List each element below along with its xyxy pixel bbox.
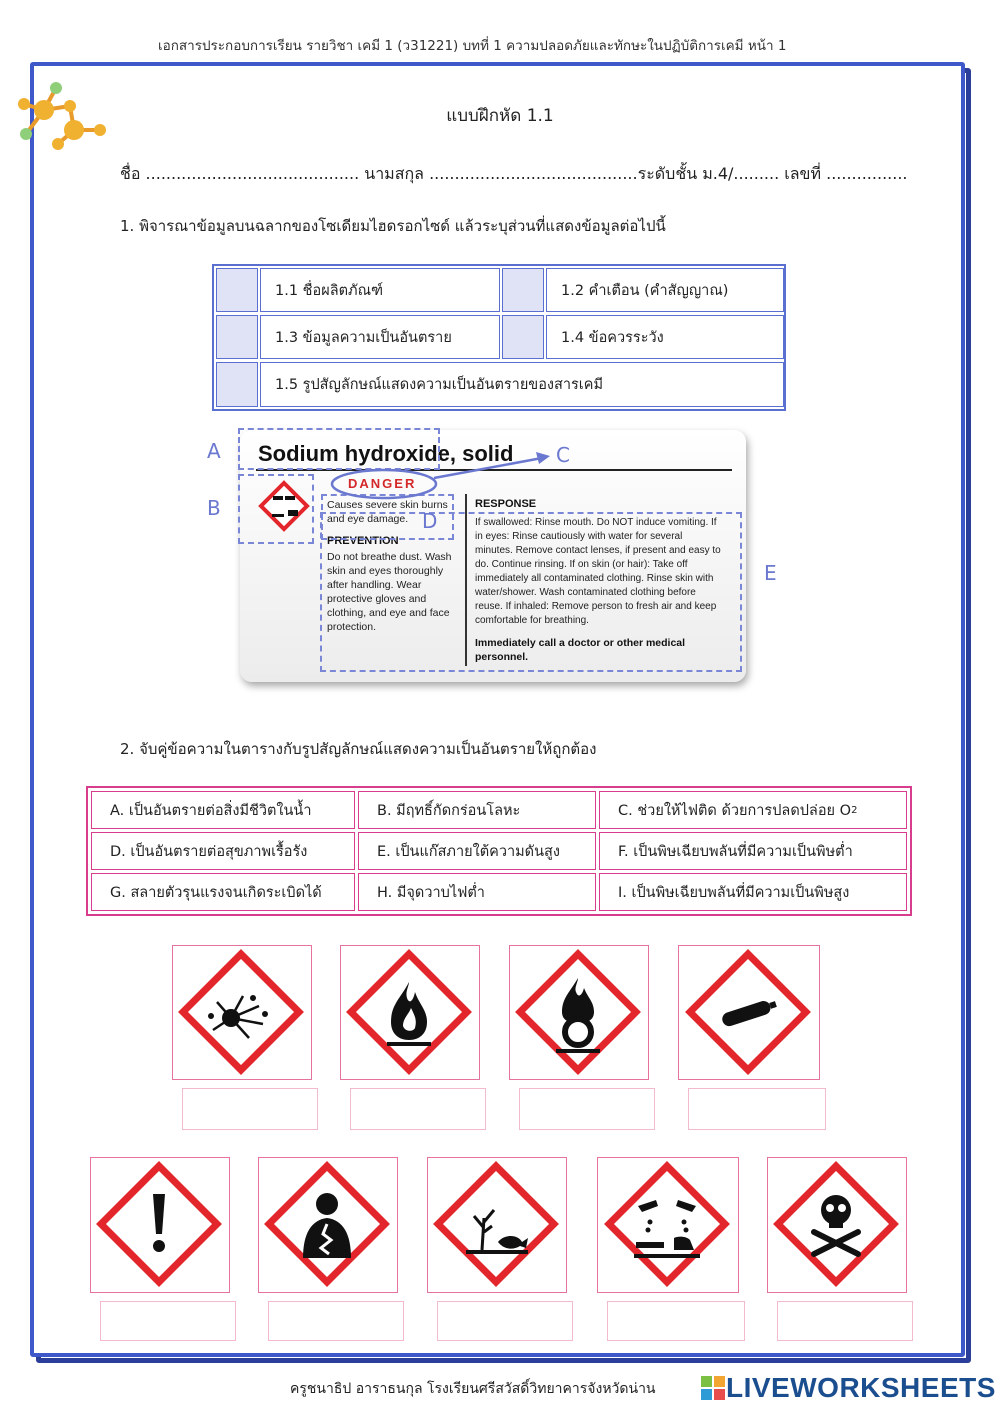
q2-table <box>86 786 912 916</box>
pictogram-card-7 <box>427 1157 567 1293</box>
hazard-line: Causes severe skin burns <box>327 499 448 511</box>
q2-item: H. มีจุดวาบไฟต่ำ <box>358 873 596 911</box>
letter-c: C <box>556 443 570 467</box>
prevention-line: clothing, and eye and face <box>327 607 450 619</box>
lwsheet-logo-icon <box>700 1375 726 1401</box>
region-c <box>330 446 560 502</box>
region-e <box>320 512 742 672</box>
letter-b: B <box>207 496 221 520</box>
q1-table <box>212 264 786 411</box>
answer-box-picto-3[interactable] <box>519 1088 655 1130</box>
q1-item: 1.3 ข้อมูลความเป็นอันตราย <box>260 315 500 359</box>
answer-box-picto-5[interactable] <box>100 1301 236 1341</box>
pictogram-card-5 <box>90 1157 230 1293</box>
response-line: comfortable for breathing. <box>475 615 589 626</box>
response-line: minutes. Remove contact lenses, if present and easy to <box>475 545 721 556</box>
answer-box-picto-8[interactable] <box>607 1301 745 1341</box>
explosive-icon <box>173 946 310 1078</box>
q1-item: 1.4 ข้อควรระวัง <box>546 315 784 359</box>
response-line: water/shower. Wash contaminated clothing before <box>475 587 696 598</box>
student-info-line <box>120 162 908 187</box>
brand-text: LIVEWORKSHEETS <box>726 1372 996 1403</box>
flame-icon <box>341 946 478 1078</box>
response-line: do. Continue rinsing. If on skin (or hair): Take off <box>475 559 688 570</box>
skull-crossbones-icon <box>768 1158 905 1291</box>
answer-box-1-2[interactable] <box>502 268 544 312</box>
q1-item: 1.1 ชื่อผลิตภัณฑ์ <box>260 268 500 312</box>
call-line: personnel. <box>475 651 529 663</box>
environment-icon <box>428 1158 565 1291</box>
response-heading: RESPONSE <box>475 498 537 510</box>
region-b <box>238 474 314 544</box>
q1-item: 1.2 คำเตือน (คำสัญญาณ) <box>546 268 784 312</box>
prevention-line: protection. <box>327 621 377 633</box>
hazard-line: and eye damage. <box>327 513 409 525</box>
letter-d: D <box>422 509 438 533</box>
brand-logo <box>700 1372 996 1404</box>
answer-box-1-4[interactable] <box>502 315 544 359</box>
call-line: Immediately call a doctor or other medical <box>475 637 686 649</box>
pictogram-card-9 <box>767 1157 907 1293</box>
answer-box-picto-2[interactable] <box>350 1088 486 1130</box>
prevention-line: skin and eyes thoroughly <box>327 565 444 577</box>
pictogram-card-3 <box>509 945 649 1080</box>
prevention-line: protective gloves and <box>327 593 427 605</box>
q1-item: 1.5 รูปสัญลักษณ์แสดงความเป็นอันตรายของสารเคมี <box>260 362 784 407</box>
exclamation-icon <box>91 1158 228 1291</box>
q2-item: I. เป็นพิษเฉียบพลันที่มีความเป็นพิษสูง <box>599 873 907 911</box>
page-header: เอกสารประกอบการเรียน รายวิชา เคมี 1 (ว31221) บทที่ 1 ความปลอดภัยและทักษะในปฏิบัติการเคมี หน้า 1 <box>158 38 787 54</box>
answer-box-picto-6[interactable] <box>268 1301 404 1341</box>
flame-over-circle-icon <box>510 946 647 1078</box>
prevention-heading: PREVENTION <box>327 535 399 547</box>
label-product-name: Sodium hydroxide, solid <box>258 441 514 466</box>
answer-box-picto-4[interactable] <box>688 1088 826 1130</box>
pictogram-card-4 <box>678 945 820 1080</box>
level-fields: ระดับชั้น ม.4/......... เลขที่ ................ <box>637 164 908 183</box>
q2-item: G. สลายตัวรุนแรงจนเกิดระเบิดได้ <box>91 873 355 911</box>
q2-item: A. เป็นอันตรายต่อสิ่งมีชีวิตในน้ำ <box>91 791 355 829</box>
q2-item-text: C. ช่วยให้ไฟติด ด้วยการปลดปล่อย O <box>618 802 852 819</box>
q2-item: B. มีฤทธิ์กัดกร่อนโลหะ <box>358 791 596 829</box>
pictogram-card-8 <box>597 1157 739 1293</box>
answer-box-1-1[interactable] <box>216 268 258 312</box>
prevention-line: Do not breathe dust. Wash <box>327 551 452 563</box>
answer-box-1-3[interactable] <box>216 315 258 359</box>
answer-box-picto-1[interactable] <box>182 1088 318 1130</box>
response-line: reuse. If inhaled: Remove person to fresh air and keep <box>475 601 717 612</box>
q2-item: D. เป็นอันตรายต่อสุขภาพเรื้อรัง <box>91 832 355 870</box>
question-2: 2. จับคู่ข้อความในตารางกับรูปสัญลักษณ์แสดงความเป็นอันตรายให้ถูกต้อง <box>120 740 597 758</box>
health-hazard-icon <box>259 1158 396 1291</box>
letter-e: E <box>764 561 777 585</box>
response-line: If swallowed: Rinse mouth. Do NOT induce vomiting. If <box>475 517 717 528</box>
question-1: 1. พิจารณาข้อมูลบนฉลากของโซเดียมไฮดรอกไซด์ แล้วระบุส่วนที่แสดงข้อมูลต่อไปนี้ <box>120 217 666 235</box>
o2-subscript: 2 <box>851 804 858 816</box>
name-fields: ชื่อ .......................................... นามสกุล ......................................... <box>120 164 638 183</box>
answer-box-picto-7[interactable] <box>437 1301 573 1341</box>
letter-a: A <box>207 439 221 463</box>
response-line: immediately all contaminated clothing. Rinse skin with <box>475 573 714 584</box>
q2-item: F. เป็นพิษเฉียบพลันที่มีความเป็นพิษต่ำ <box>599 832 907 870</box>
answer-box-1-5[interactable] <box>216 362 258 407</box>
q2-item: E. เป็นแก๊สภายใต้ความดันสูง <box>358 832 596 870</box>
teacher-credit: ครูชนาธิป อาราธนกุล โรงเรียนศรีสวัสดิ์วิทยาคารจังหวัดน่าน <box>290 1381 656 1397</box>
q2-item-o2 <box>599 791 907 829</box>
prevention-line: after handling. Wear <box>327 579 422 591</box>
gas-cylinder-icon <box>679 946 818 1078</box>
pictogram-card-2 <box>340 945 480 1080</box>
pictogram-card-6 <box>258 1157 398 1293</box>
answer-box-picto-9[interactable] <box>777 1301 913 1341</box>
worksheet-title: แบบฝึกหัด 1.1 <box>446 106 554 126</box>
corrosion-icon <box>598 1158 737 1291</box>
response-line: in eyes: Rinse cautiously with water for several <box>475 531 683 542</box>
label-signal-word: DANGER <box>348 476 417 491</box>
pictogram-card-1 <box>172 945 312 1080</box>
